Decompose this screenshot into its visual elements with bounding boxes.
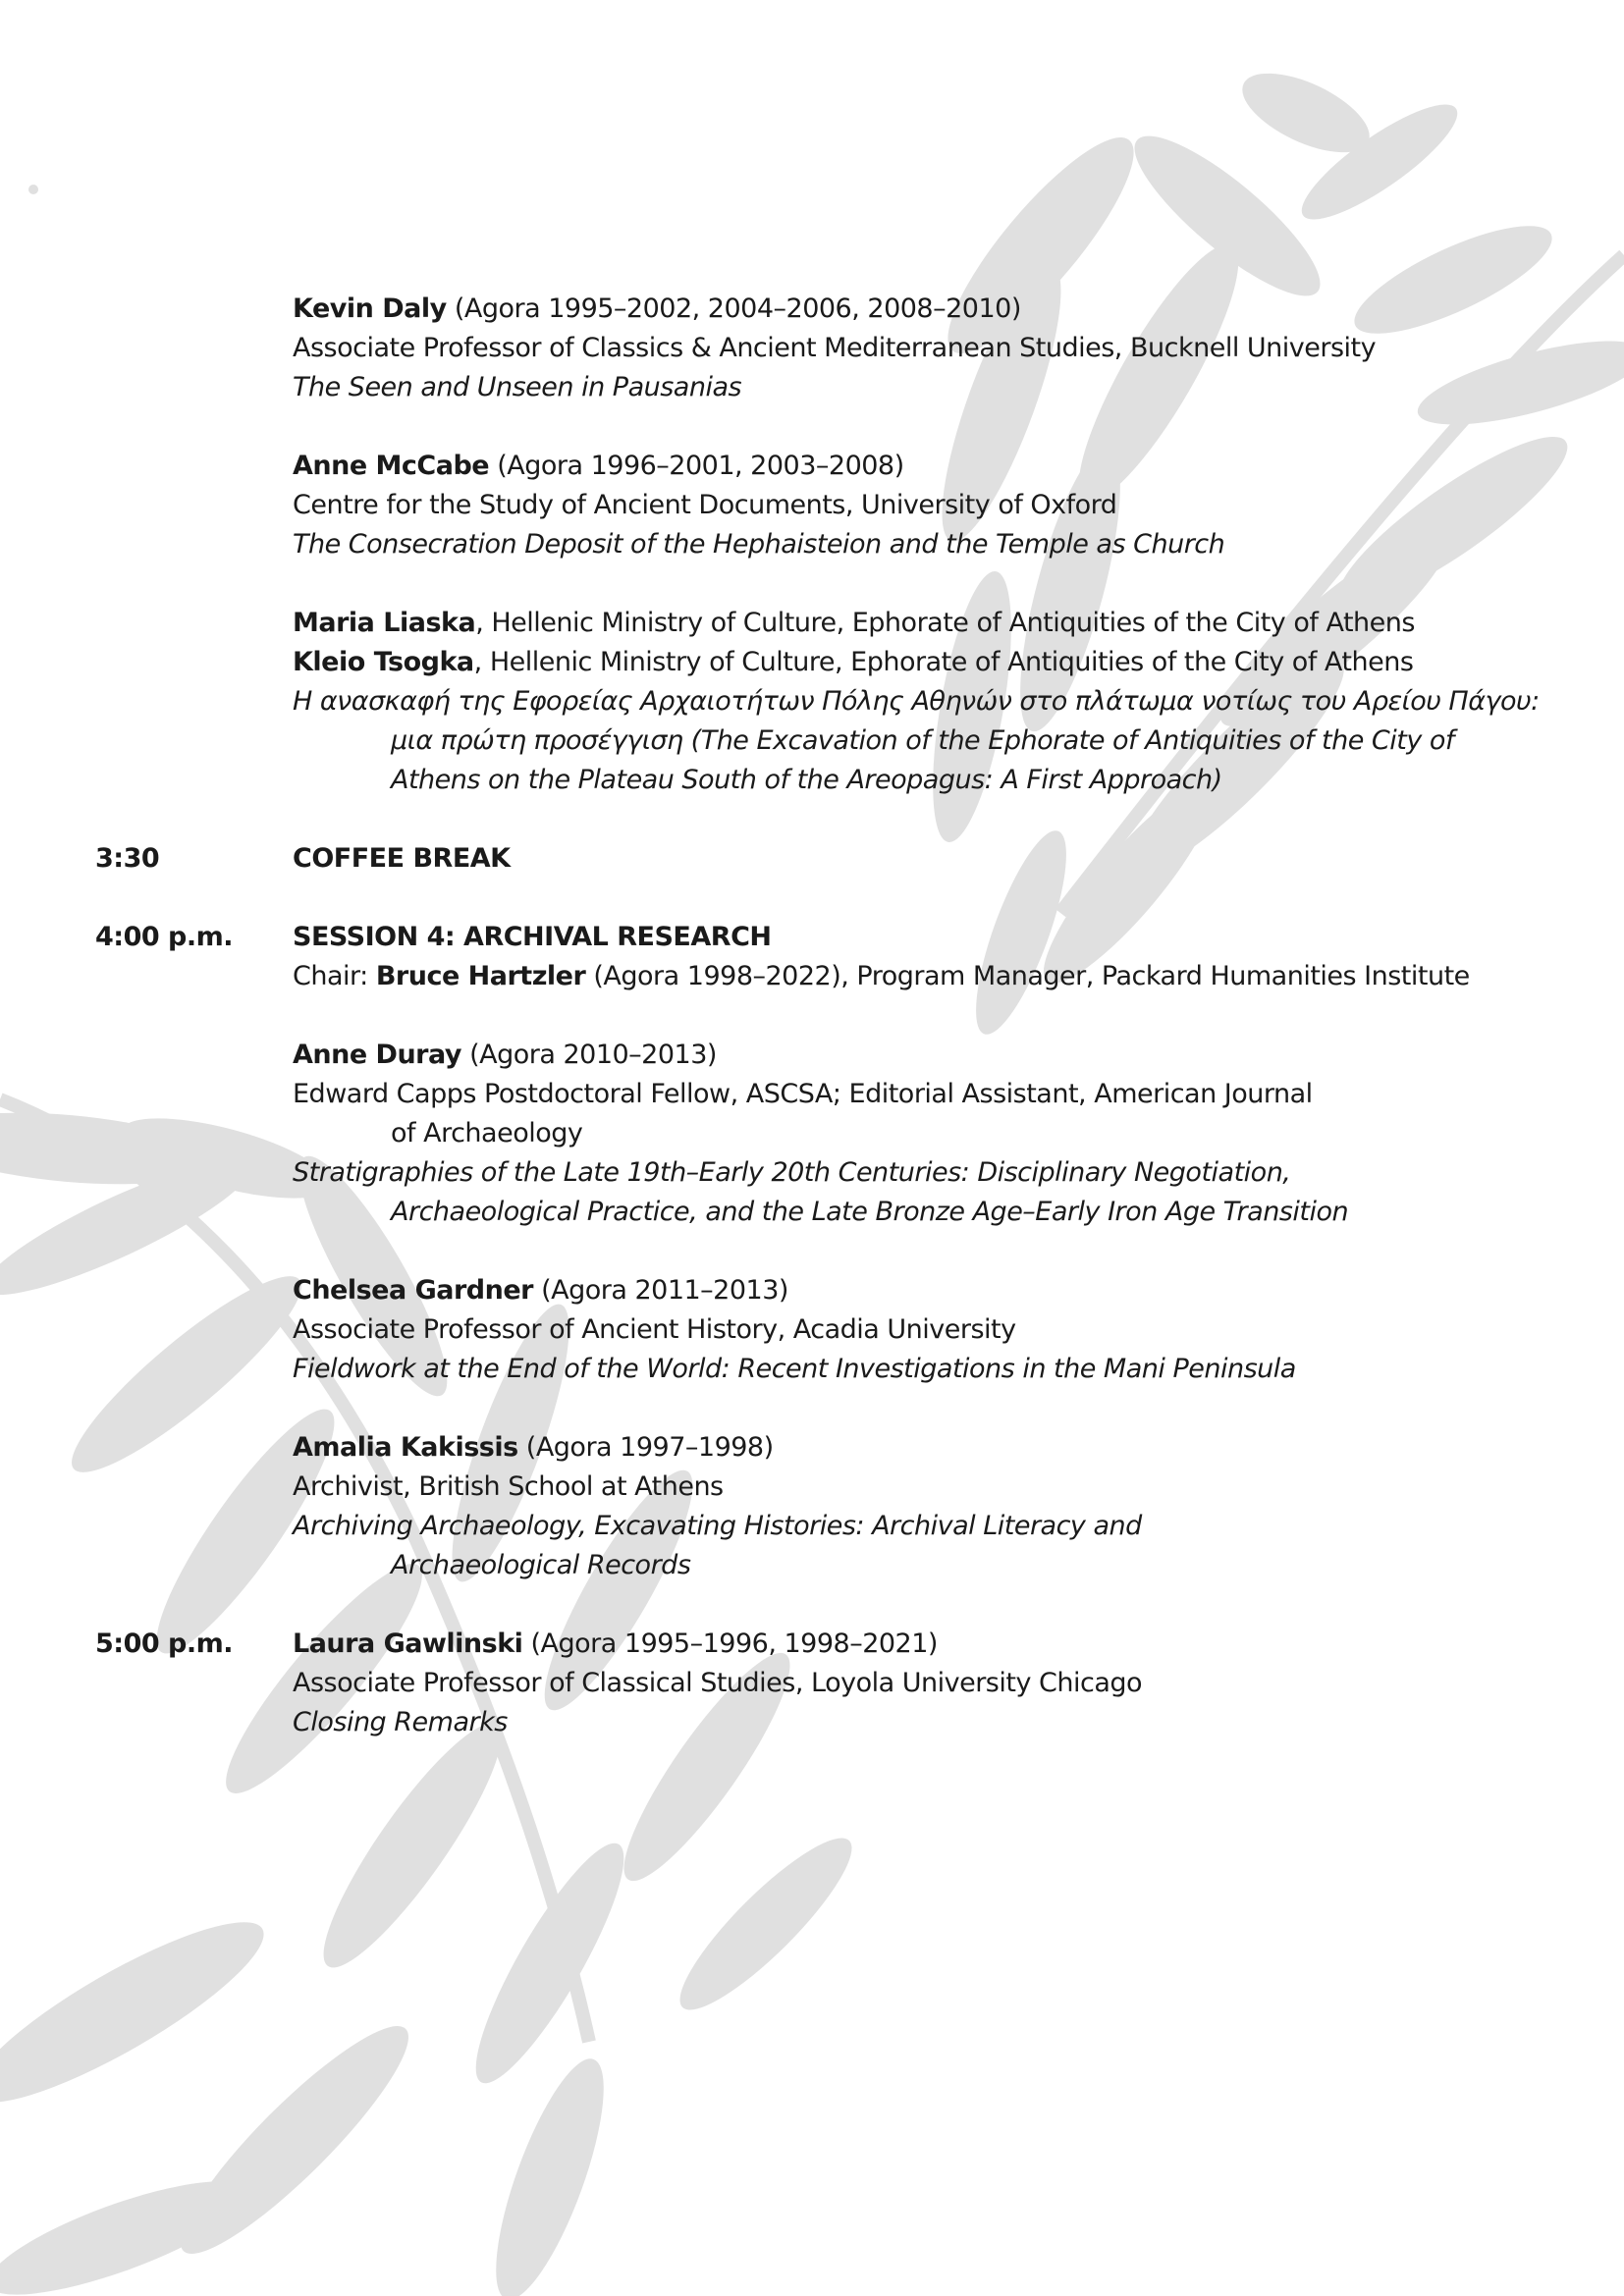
talk-title: Archaeological Practice, and the Late Bronze Age–Early Iron Age Transition bbox=[391, 1197, 1349, 1227]
talk-title: Η ανασκαφή της Εφορείας Αρχαιοτήτων Πόλης Αθηνών στο πλάτωμα νοτίως του Αρείου Πάγου: bbox=[293, 686, 1540, 717]
session-header bbox=[293, 918, 1569, 996]
speaker-name: Chelsea Gardner bbox=[293, 1275, 533, 1306]
speaker-name: Amalia Kakissis bbox=[293, 1432, 518, 1463]
agora-years: (Agora 1995–2002, 2004–2006, 2008–2010) bbox=[446, 294, 1021, 324]
talk-title: μια πρώτη προσέγγιση (The Excavation of the Ephorate of Antiquities of the City of bbox=[391, 725, 1454, 756]
session-chair: Chair: Bruce Hartzler (Agora 1998–2022), Program Manager, Packard Humanities Institute bbox=[293, 961, 1470, 991]
session-heading: SESSION 4: ARCHIVAL RESEARCH bbox=[293, 922, 772, 952]
affiliation: , Hellenic Ministry of Culture, Ephorate of Antiquities of the City of Athens bbox=[473, 647, 1414, 677]
talk-title: The Seen and Unseen in Pausanias bbox=[293, 372, 742, 402]
program-entry bbox=[293, 1271, 1569, 1389]
talk-title: The Consecration Deposit of the Hephaisteion and the Temple as Church bbox=[293, 529, 1225, 560]
talk-title: Archiving Archaeology, Excavating Histories: Archival Literacy and bbox=[293, 1511, 1142, 1541]
agora-years: (Agora 1997–1998) bbox=[517, 1432, 774, 1463]
chair-name: Bruce Hartzler bbox=[375, 961, 586, 991]
agora-years: (Agora 1995–1996, 1998–2021) bbox=[522, 1629, 938, 1659]
program-entry bbox=[293, 290, 1569, 407]
speaker-name: Maria Liaska bbox=[293, 608, 476, 638]
agora-years: (Agora 2011–2013) bbox=[532, 1275, 788, 1306]
talk-title: Fieldwork at the End of the World: Recent Investigations in the Mani Peninsula bbox=[293, 1354, 1296, 1384]
session-time: 5:00 p.m. bbox=[95, 1629, 234, 1659]
speaker-name: Anne McCabe bbox=[293, 451, 490, 481]
talk-title: Closing Remarks bbox=[293, 1707, 508, 1737]
program-entry bbox=[293, 604, 1569, 800]
affiliation: Archivist, British School at Athens bbox=[293, 1471, 724, 1502]
affiliation: Associate Professor of Ancient History, Acadia University bbox=[293, 1314, 1016, 1345]
talk-title: Stratigraphies of the Late 19th–Early 20th Centuries: Disciplinary Negotiation, bbox=[293, 1157, 1291, 1188]
talk-title: Archaeological Records bbox=[391, 1550, 691, 1580]
session-time: 4:00 p.m. bbox=[95, 922, 234, 952]
program-entry bbox=[293, 1625, 1569, 1742]
speaker-name: Kleio Tsogka bbox=[293, 647, 474, 677]
speaker-name: Anne Duray bbox=[293, 1040, 461, 1070]
coffee-break-label: COFFEE BREAK bbox=[293, 843, 511, 874]
program-entry bbox=[293, 447, 1569, 564]
coffee-break bbox=[293, 839, 1569, 879]
affiliation: Centre for the Study of Ancient Documents, University of Oxford bbox=[293, 490, 1117, 520]
talk-title: Athens on the Plateau South of the Areopagus: A First Approach) bbox=[391, 765, 1222, 795]
affiliation: Edward Capps Postdoctoral Fellow, ASCSA; Editorial Assistant, American Journal bbox=[293, 1079, 1313, 1109]
session-time: 3:30 bbox=[95, 843, 160, 874]
speaker-name: Kevin Daly bbox=[293, 294, 447, 324]
affiliation: Associate Professor of Classics & Ancient Mediterranean Studies, Bucknell University bbox=[293, 333, 1377, 363]
speaker-name: Laura Gawlinski bbox=[293, 1629, 523, 1659]
affiliation: , Hellenic Ministry of Culture, Ephorate of Antiquities of the City of Athens bbox=[475, 608, 1415, 638]
affiliation: Associate Professor of Classical Studies, Loyola University Chicago bbox=[293, 1668, 1143, 1698]
program-entry bbox=[293, 1036, 1569, 1232]
affiliation: of Archaeology bbox=[391, 1118, 583, 1148]
agora-years: (Agora 1996–2001, 2003–2008) bbox=[489, 451, 904, 481]
program-entry bbox=[293, 1428, 1569, 1585]
agora-years: (Agora 2010–2013) bbox=[461, 1040, 717, 1070]
